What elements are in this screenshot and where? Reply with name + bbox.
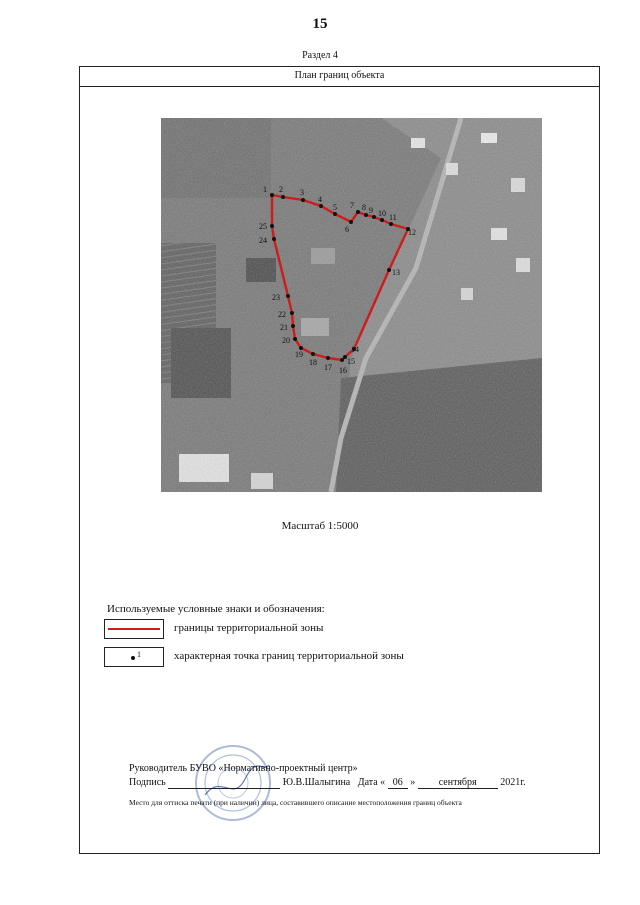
point-label-11: 11 [389,213,397,222]
signature-org-line: Руководитель БУВО «Нормативно-проектный центр» [129,763,358,774]
point-label-1: 1 [263,185,267,194]
signature-line [129,777,526,789]
boundary-point-4 [319,204,323,208]
boundary-point-16 [340,358,344,362]
signature-field [168,777,280,789]
boundary-point-23 [286,294,290,298]
date-day-close: » [410,777,416,788]
point-label-6: 6 [345,225,349,234]
legend-line-symbol [104,619,164,639]
boundary-point-18 [311,352,315,356]
point-label-3: 3 [300,188,304,197]
boundary-point-24 [272,237,276,241]
point-label-10: 10 [378,209,386,218]
point-label-15: 15 [347,357,355,366]
point-label-9: 9 [369,206,373,215]
map-scale: Масштаб 1:5000 [281,520,359,532]
boundary-point-7 [356,210,360,214]
legend-point-text: характерная точка границ территориальной зоны [174,650,404,662]
boundary-point-25 [270,224,274,228]
point-label-23: 23 [272,293,280,302]
seal-note: Место для оттиска печати (при наличии) лица, составившего описание местоположения границ объекта [129,798,462,807]
date-year: 2021г. [500,777,526,788]
boundary-point-10 [380,218,384,222]
point-label-7: 7 [350,201,354,210]
boundary-point-22 [290,311,294,315]
point-label-17: 17 [324,363,332,372]
boundary-point-5 [333,212,337,216]
document-frame [79,66,600,854]
boundary-point-11 [389,222,393,226]
point-label-22: 22 [278,310,286,319]
point-label-14: 14 [351,345,359,354]
signatory-name: Ю.В.Шалыгина [282,777,351,788]
date-label: Дата « [357,777,386,788]
boundary-point-9 [372,215,376,219]
legend-point-number: 1 [137,650,141,659]
boundary-point-2 [281,195,285,199]
point-label-20: 20 [282,336,290,345]
point-label-2: 2 [279,185,283,194]
boundary-point-3 [301,198,305,202]
boundary-point-21 [291,324,295,328]
point-label-4: 4 [318,195,322,204]
boundary-point-17 [326,356,330,360]
boundary-point-8 [364,213,368,217]
point-label-5: 5 [333,203,337,212]
date-day: 06 [388,777,408,789]
page-number: 15 [312,16,328,32]
point-label-21: 21 [280,323,288,332]
point-label-19: 19 [295,350,303,359]
point-label-24: 24 [259,236,267,245]
boundary-point-13 [387,268,391,272]
point-label-8: 8 [362,203,366,212]
legend-point-symbol [104,647,164,667]
point-label-13: 13 [392,268,400,277]
boundary-point-6 [349,220,353,224]
point-icon [131,656,135,660]
boundary-point-20 [293,337,297,341]
aerial-map [161,118,542,492]
date-month: сентября [418,777,498,789]
boundary-point-1 [270,193,274,197]
legend-title: Используемые условные знаки и обозначения: [107,603,325,615]
map-noise [161,118,542,492]
legend-line-text: границы территориальной зоны [174,622,324,634]
point-label-18: 18 [309,358,317,367]
frame-title: План границ объекта [80,67,599,87]
point-label-25: 25 [259,222,267,231]
signature-label: Подпись [129,777,166,788]
point-label-12: 12 [408,228,416,237]
section-label: Раздел 4 [302,50,338,61]
point-label-16: 16 [339,366,347,375]
